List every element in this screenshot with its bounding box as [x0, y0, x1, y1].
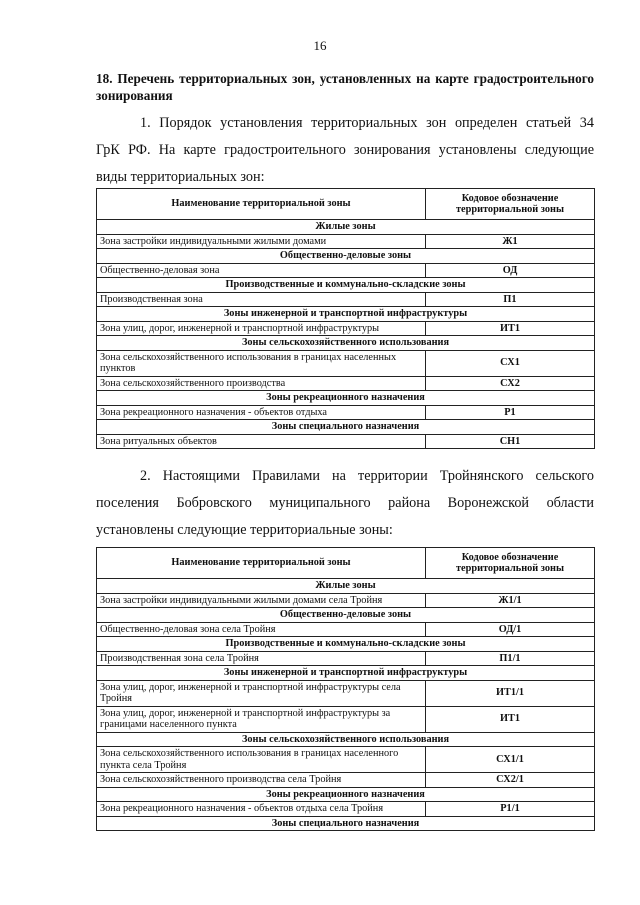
- table-group-row: [97, 249, 595, 264]
- zone-name-cell: Зона улиц, дорог, инженерной и транспортной инфраструктуры: [97, 321, 426, 336]
- zone-code-cell: ИТ1: [426, 706, 595, 732]
- zone-code-cell: СХ1: [426, 350, 595, 376]
- zone-code-cell: СХ1/1: [426, 747, 595, 773]
- zone-name-cell: Общественно-деловая зона: [97, 263, 426, 278]
- table-group-row: [97, 816, 595, 831]
- table-group-row: [97, 336, 595, 351]
- zone-code-cell: Ж1/1: [426, 593, 595, 608]
- paragraph-2-line: установлены следующие территориальные зоны:: [96, 522, 393, 538]
- table-header-row: [97, 548, 595, 579]
- table-group-row: [97, 732, 595, 747]
- table-row: [97, 747, 595, 773]
- table-row: [97, 706, 595, 732]
- table-row: [97, 434, 595, 449]
- zone-name-cell: Зона сельскохозяйственного использования в границах населенных пунктов: [97, 350, 426, 376]
- zone-group-label: Зоны сельскохозяйственного использования: [97, 732, 595, 747]
- zones-table-1: [96, 188, 595, 449]
- zone-group-label: Зоны инженерной и транспортной инфраструктуры: [97, 666, 595, 681]
- zone-group-label: Общественно-деловые зоны: [97, 249, 595, 264]
- table-row: [97, 234, 595, 249]
- table-group-row: [97, 278, 595, 293]
- table-row: [97, 321, 595, 336]
- zone-group-label: Зоны специального назначения: [97, 816, 595, 831]
- table-row: [97, 802, 595, 817]
- column-header-name: Наименование территориальной зоны: [97, 189, 426, 220]
- zone-name-cell: Зона застройки индивидуальными жилыми домами: [97, 234, 426, 249]
- zone-code-cell: СХ2/1: [426, 773, 595, 788]
- zone-group-label: Жилые зоны: [97, 579, 595, 594]
- zone-name-cell: Зона улиц, дорог, инженерной и транспортной инфраструктуры за границами населенного пункта: [97, 706, 426, 732]
- table-body: [97, 579, 595, 831]
- paragraph-1-line: виды территориальных зон:: [96, 169, 265, 185]
- zone-name-cell: Общественно-деловая зона села Тройня: [97, 622, 426, 637]
- zone-name-cell: Производственная зона села Тройня: [97, 651, 426, 666]
- table-body: [97, 220, 595, 449]
- table-group-row: [97, 579, 595, 594]
- zone-group-label: Зоны инженерной и транспортной инфраструктуры: [97, 307, 595, 322]
- zone-code-cell: П1: [426, 292, 595, 307]
- zones-table-2: [96, 547, 595, 831]
- page-number: 16: [313, 38, 327, 53]
- zone-group-label: Жилые зоны: [97, 220, 595, 235]
- zone-code-cell: Р1/1: [426, 802, 595, 817]
- zone-name-cell: Зона улиц, дорог, инженерной и транспортной инфраструктуры села Тройня: [97, 680, 426, 706]
- table-row: [97, 622, 595, 637]
- table-row: [97, 405, 595, 420]
- paragraph-2: [96, 463, 594, 544]
- paragraph-2-line: поселения Бобровского муниципального района Воронежской области: [96, 495, 594, 511]
- table-row: [97, 773, 595, 788]
- zone-code-cell: ОД: [426, 263, 595, 278]
- table-row: [97, 376, 595, 391]
- table-row: [97, 263, 595, 278]
- paragraph-2-line: 2. Настоящими Правилами на территории Тройнянского сельского: [140, 468, 594, 484]
- table-group-row: [97, 307, 595, 322]
- zone-code-cell: Р1: [426, 405, 595, 420]
- zone-group-label: Зоны рекреационного назначения: [97, 391, 595, 406]
- paragraph-1-line: 1. Порядок установления территориальных зон определен статьей 34: [140, 115, 594, 131]
- zone-code-cell: СН1: [426, 434, 595, 449]
- table-group-row: [97, 666, 595, 681]
- table-header-row: [97, 189, 595, 220]
- column-header-code: Кодовое обозначение территориальной зоны: [426, 548, 595, 579]
- zone-group-label: Производственные и коммунально-складские зоны: [97, 278, 595, 293]
- zone-name-cell: Зона застройки индивидуальными жилыми домами села Тройня: [97, 593, 426, 608]
- zone-name-cell: Зона сельскохозяйственного производства села Тройня: [97, 773, 426, 788]
- table-group-row: [97, 391, 595, 406]
- zone-group-label: Производственные и коммунально-складские зоны: [97, 637, 595, 652]
- zone-name-cell: Зона рекреационного назначения - объектов отдыха села Тройня: [97, 802, 426, 817]
- table-row: [97, 350, 595, 376]
- paragraph-1: [96, 110, 594, 191]
- zone-group-label: Общественно-деловые зоны: [97, 608, 595, 623]
- zone-code-cell: П1/1: [426, 651, 595, 666]
- zone-name-cell: Зона сельскохозяйственного использования в границах населенного пункта села Тройня: [97, 747, 426, 773]
- zone-code-cell: ОД/1: [426, 622, 595, 637]
- table-row: [97, 292, 595, 307]
- column-header-name: Наименование территориальной зоны: [97, 548, 426, 579]
- zone-code-cell: Ж1: [426, 234, 595, 249]
- zone-group-label: Зоны рекреационного назначения: [97, 787, 595, 802]
- zone-name-cell: Производственная зона: [97, 292, 426, 307]
- table-row: [97, 680, 595, 706]
- zone-code-cell: ИТ1/1: [426, 680, 595, 706]
- zone-code-cell: СХ2: [426, 376, 595, 391]
- table-group-row: [97, 637, 595, 652]
- table-group-row: [97, 608, 595, 623]
- paragraph-1-line: ГрК РФ. На карте градостроительного зонирования установлены следующие: [96, 142, 594, 158]
- zone-name-cell: Зона сельскохозяйственного производства: [97, 376, 426, 391]
- zone-group-label: Зоны сельскохозяйственного использования: [97, 336, 595, 351]
- column-header-code: Кодовое обозначение территориальной зоны: [426, 189, 595, 220]
- table-row: [97, 651, 595, 666]
- zone-group-label: Зоны специального назначения: [97, 420, 595, 435]
- section-heading: 18. Перечень территориальных зон, установленных на карте градостроительного зонирования: [96, 71, 594, 103]
- table-group-row: [97, 787, 595, 802]
- zone-name-cell: Зона ритуальных объектов: [97, 434, 426, 449]
- table-group-row: [97, 220, 595, 235]
- table-group-row: [97, 420, 595, 435]
- table-row: [97, 593, 595, 608]
- zone-code-cell: ИТ1: [426, 321, 595, 336]
- zone-name-cell: Зона рекреационного назначения - объектов отдыха: [97, 405, 426, 420]
